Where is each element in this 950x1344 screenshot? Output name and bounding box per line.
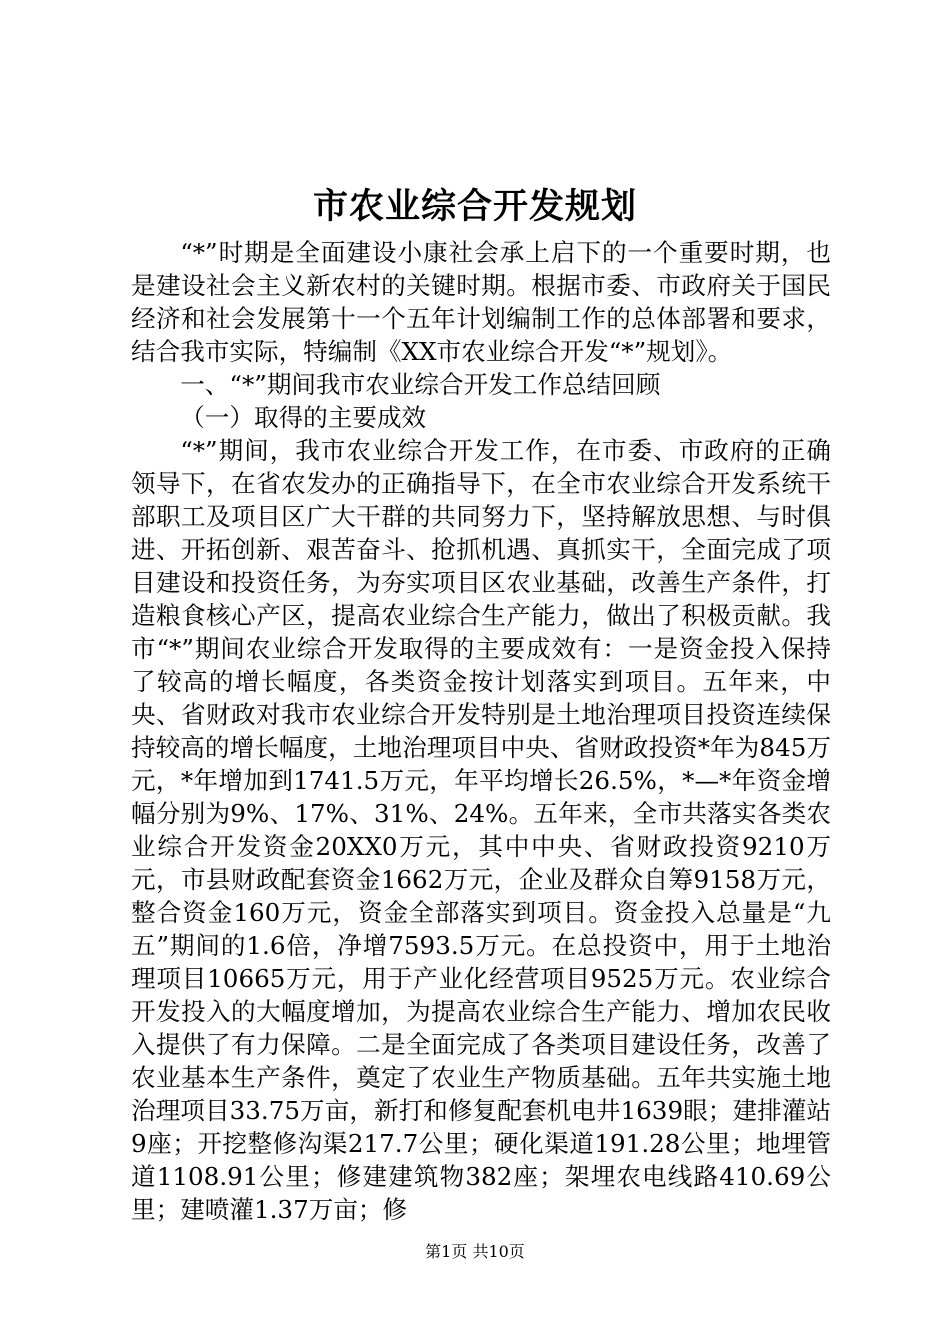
body-paragraph: “*”期间，我市农业综合开发工作，在市委、市政府的正确领导下，在省农发办的正确指导下，在全市农业综合开发系统干部职工及项目区广大干群的共同努力下，坚持解放思想、与时俱进、开拓创新、艰苦奋斗、抢抓机遇、真抓实干，全面完成了项目建设和投资任务，为夯实项目区农业基础，改善生产条件，打造粮食核心产区，提高农业综合生产能力，做出了积极贡献。我市“*”期间农业综合开发取得的主要成效有：一是资金投入保持了较高的增长幅度，各类资金按计划落实到项目。五年来，中央、省财政对我市农业综合开发特别是土地治理项目投资连续保持较高的增长幅度，土地治理项目中央、省财政投资*年为845万元，*年增加到1741.5万元，年平均增长26.5%，*—*年资金增幅分别为9%、17%、31%、24%。五年来，全市共落实各类农业综合开发资金20XX0万元，其中中央、省财政投资9210万元，市县财政配套资金1662万元，企业及群众自筹9158万元，整合资金160万元，资金全部落实到项目。资金投入总量是“九五”期间的1.6倍，净增7593.5万元。在总投资中，用于土地治理项目10665万元，用于产业化经营项目9525万元。农业综合开发投入的大幅度增加，为提高农业综合生产能力、增加农民收入提供了有力保障。二是全面完成了各类项目建设任务，改善了农业基本生产条件，奠定了农业生产物质基础。五年共实施土地治理项目33.75万亩，新打和修复配套机电井1639眼；建排灌站9座；开挖整修沟渠217.7公里；硬化渠道191.28公里；地埋管道1108.91公里；修建建筑物382座；架埋农电线路410.69公里；建喷灌1.37万亩；修 — [131, 436, 831, 1224]
document-body — [131, 236, 831, 1226]
section-heading: 一、“*”期间我市农业综合开发工作总结回顾 — [180, 370, 661, 399]
intro-paragraph: “*”时期是全面建设小康社会承上启下的一个重要时期，也是建设社会主义新农村的关键时期。根据市委、市政府关于国民经济和社会发展第十一个五年计划编制工作的总体部署和要求，结合我市实际，特编制《XX市农业综合开发“*”规划》。 — [131, 238, 831, 366]
subsection-heading: （一）取得的主要成效 — [180, 403, 427, 432]
document-title: 市农业综合开发规划 — [312, 186, 637, 227]
page-number-footer: 第1页 共10页 — [425, 1242, 525, 1261]
